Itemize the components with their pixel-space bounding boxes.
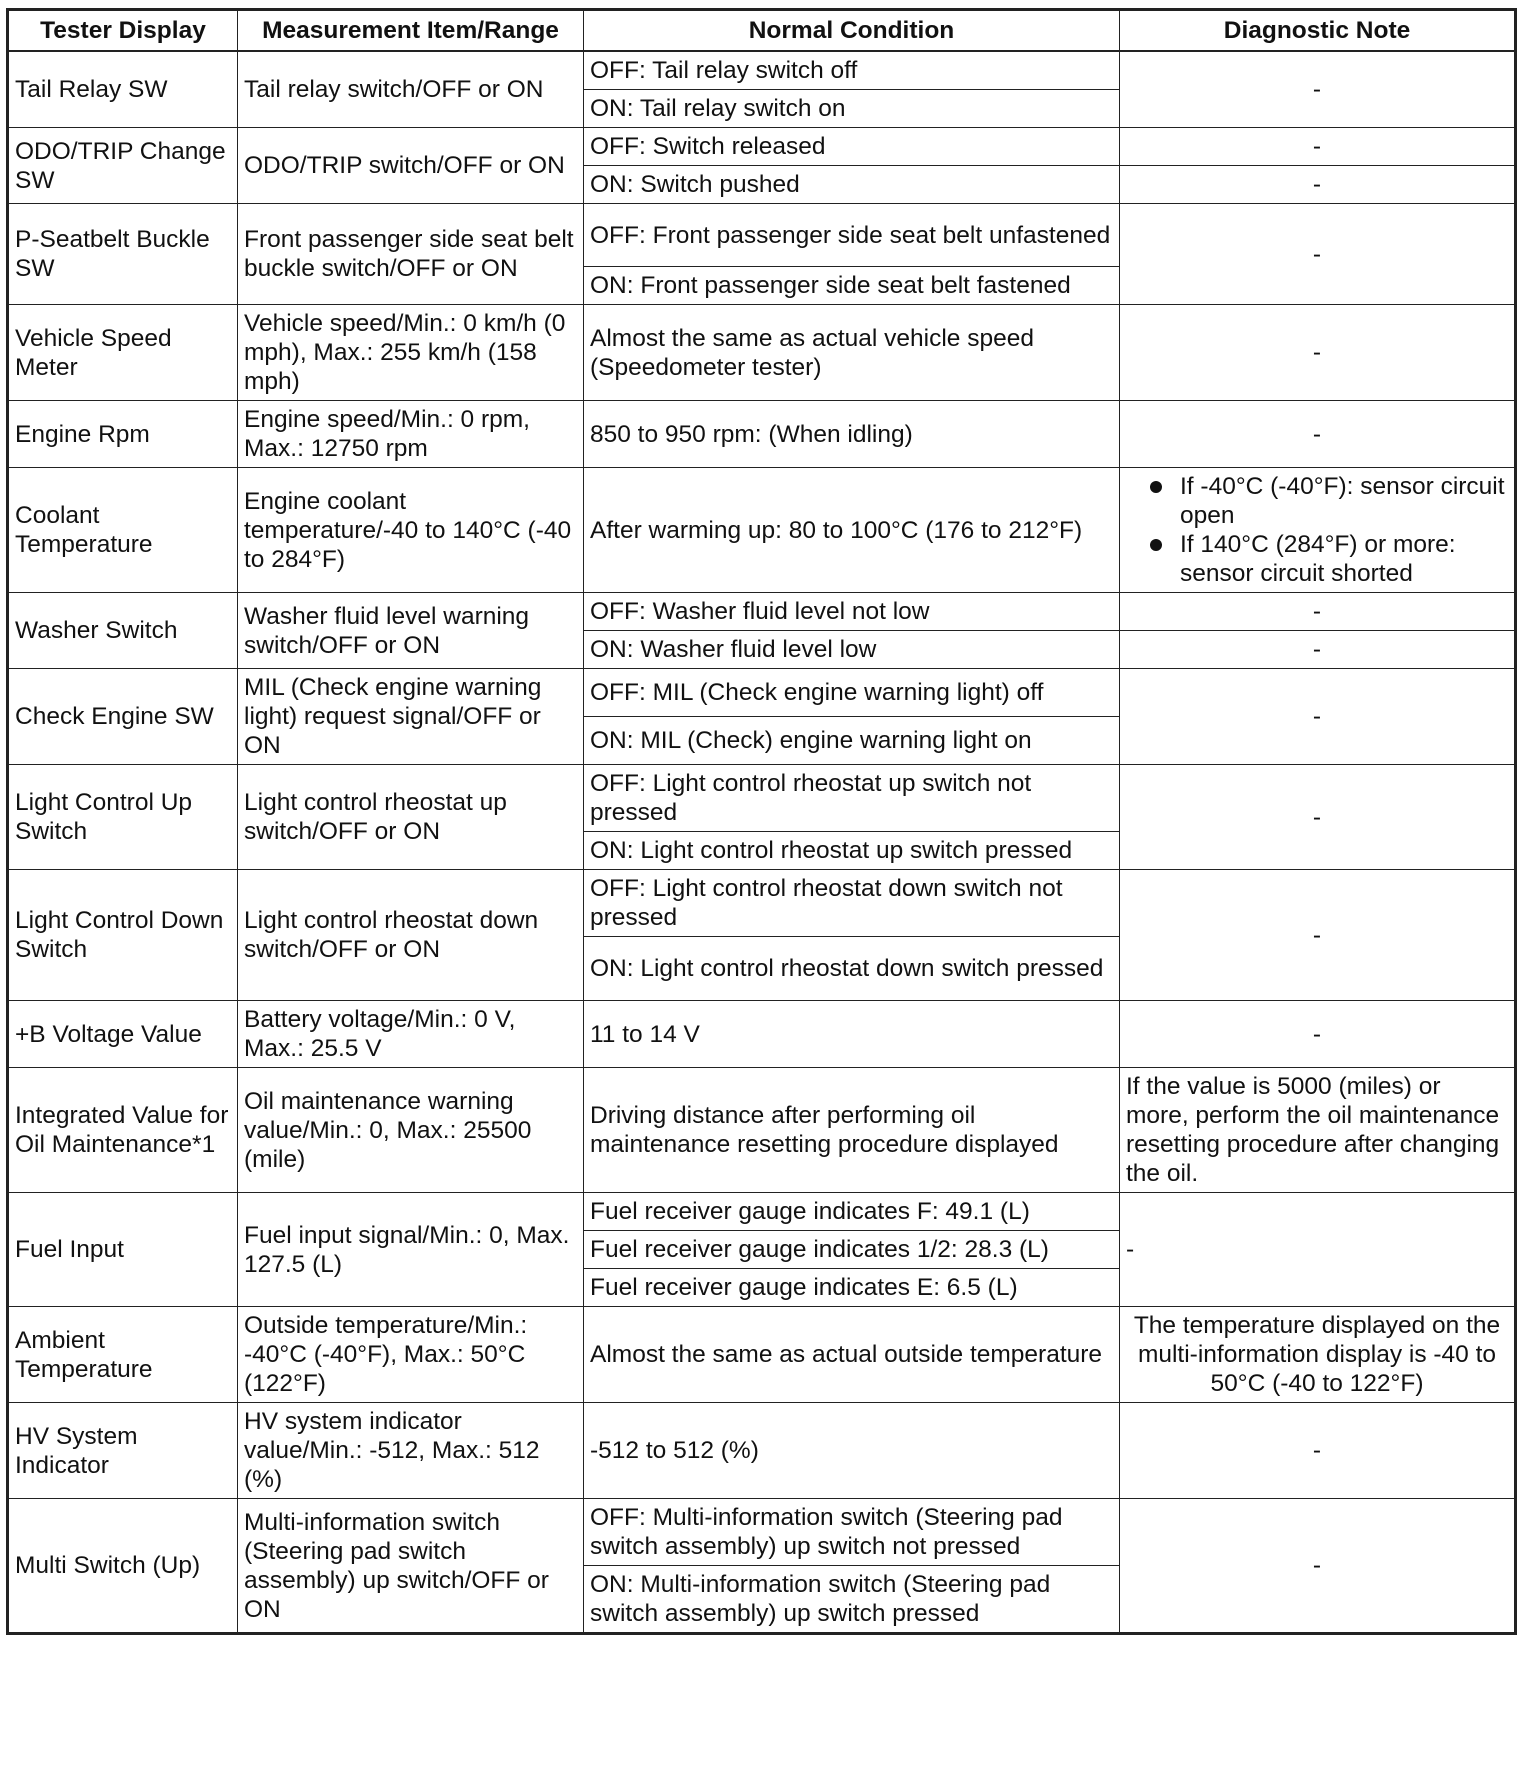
table-row	[8, 1068, 1516, 1193]
condition-cell: -512 to 512 (%)	[584, 1403, 1120, 1499]
header-normal-condition: Normal Condition	[584, 10, 1120, 52]
table-row	[8, 593, 1516, 631]
measurement-cell: Outside temperature/Min.: -40°C (-40°F), Max.: 50°C (122°F)	[238, 1307, 584, 1403]
measurement-cell: Fuel input signal/Min.: 0, Max. 127.5 (L)	[238, 1193, 584, 1307]
condition-cell: Fuel receiver gauge indicates F: 49.1 (L)	[584, 1193, 1120, 1231]
note-cell: -	[1120, 305, 1516, 401]
note-cell: -	[1120, 128, 1516, 166]
table-row	[8, 204, 1516, 267]
condition-cell: After warming up: 80 to 100°C (176 to 212°F)	[584, 468, 1120, 593]
header-tester-display: Tester Display	[8, 10, 238, 52]
table-row	[8, 128, 1516, 166]
condition-cell: OFF: Light control rheostat down switch not pressed	[584, 870, 1120, 937]
tester-display-cell: P-Seatbelt Buckle SW	[8, 204, 238, 305]
tester-display-cell: Light Control Up Switch	[8, 765, 238, 870]
condition-cell: Almost the same as actual vehicle speed (Speedometer tester)	[584, 305, 1120, 401]
tester-display-cell: Coolant Temperature	[8, 468, 238, 593]
condition-cell: OFF: Light control rheostat up switch not pressed	[584, 765, 1120, 832]
condition-cell: ON: Light control rheostat up switch pressed	[584, 832, 1120, 870]
condition-cell: OFF: Tail relay switch off	[584, 51, 1120, 90]
measurement-cell: MIL (Check engine warning light) request signal/OFF or ON	[238, 669, 584, 765]
condition-cell: Fuel receiver gauge indicates 1/2: 28.3 (L)	[584, 1231, 1120, 1269]
note-cell: -	[1120, 593, 1516, 631]
measurement-cell: Light control rheostat down switch/OFF or ON	[238, 870, 584, 1001]
measurement-cell: Vehicle speed/Min.: 0 km/h (0 mph), Max.: 255 km/h (158 mph)	[238, 305, 584, 401]
note-cell: -	[1120, 765, 1516, 870]
table-row	[8, 765, 1516, 832]
table-row	[8, 305, 1516, 401]
tester-display-cell: Tail Relay SW	[8, 51, 238, 128]
measurement-cell: Tail relay switch/OFF or ON	[238, 51, 584, 128]
condition-cell: OFF: Multi-information switch (Steering pad switch assembly) up switch not pressed	[584, 1499, 1120, 1566]
measurement-cell: Battery voltage/Min.: 0 V, Max.: 25.5 V	[238, 1001, 584, 1068]
measurement-cell: Front passenger side seat belt buckle switch/OFF or ON	[238, 204, 584, 305]
condition-cell: Driving distance after performing oil maintenance resetting procedure displayed	[584, 1068, 1120, 1193]
note-bullet-list	[1126, 472, 1508, 588]
header-diagnostic-note: Diagnostic Note	[1120, 10, 1516, 52]
condition-cell: Almost the same as actual outside temperature	[584, 1307, 1120, 1403]
data-list-table-container	[6, 8, 1514, 1635]
table-row	[8, 870, 1516, 937]
measurement-cell: HV system indicator value/Min.: -512, Max.: 512 (%)	[238, 1403, 584, 1499]
measurement-cell: Light control rheostat up switch/OFF or ON	[238, 765, 584, 870]
header-row	[8, 10, 1516, 52]
tester-display-cell: Ambient Temperature	[8, 1307, 238, 1403]
note-cell: -	[1120, 631, 1516, 669]
measurement-cell: Oil maintenance warning value/Min.: 0, Max.: 25500 (mile)	[238, 1068, 584, 1193]
tester-display-cell: ODO/TRIP Change SW	[8, 128, 238, 204]
tester-display-cell: Vehicle Speed Meter	[8, 305, 238, 401]
condition-cell: ON: Washer fluid level low	[584, 631, 1120, 669]
table-row	[8, 1307, 1516, 1403]
table-row	[8, 51, 1516, 90]
note-cell: -	[1120, 166, 1516, 204]
condition-cell: OFF: Washer fluid level not low	[584, 593, 1120, 631]
table-row	[8, 401, 1516, 468]
table-row	[8, 468, 1516, 593]
condition-cell: ON: Switch pushed	[584, 166, 1120, 204]
table-row	[8, 1193, 1516, 1231]
note-cell: -	[1120, 401, 1516, 468]
note-cell: -	[1120, 1193, 1516, 1307]
condition-cell: ON: Multi-information switch (Steering pad switch assembly) up switch pressed	[584, 1566, 1120, 1634]
note-cell: -	[1120, 1403, 1516, 1499]
table-row	[8, 1499, 1516, 1566]
measurement-cell: Engine speed/Min.: 0 rpm, Max.: 12750 rpm	[238, 401, 584, 468]
measurement-cell: Engine coolant temperature/-40 to 140°C (-40 to 284°F)	[238, 468, 584, 593]
header-measurement-item: Measurement Item/Range	[238, 10, 584, 52]
table-row	[8, 669, 1516, 717]
tester-display-cell: +B Voltage Value	[8, 1001, 238, 1068]
condition-cell: OFF: MIL (Check engine warning light) off	[584, 669, 1120, 717]
condition-cell: ON: Tail relay switch on	[584, 90, 1120, 128]
measurement-cell: ODO/TRIP switch/OFF or ON	[238, 128, 584, 204]
condition-cell: ON: MIL (Check) engine warning light on	[584, 717, 1120, 765]
table-row	[8, 1001, 1516, 1068]
tester-display-cell: Check Engine SW	[8, 669, 238, 765]
condition-cell: 11 to 14 V	[584, 1001, 1120, 1068]
note-bullet-item: If 140°C (284°F) or more: sensor circuit shorted	[1142, 530, 1508, 588]
table-row	[8, 1403, 1516, 1499]
measurement-cell: Multi-information switch (Steering pad switch assembly) up switch/OFF or ON	[238, 1499, 584, 1634]
note-cell: -	[1120, 669, 1516, 765]
note-cell: -	[1120, 870, 1516, 1001]
tester-display-cell: Washer Switch	[8, 593, 238, 669]
tester-display-cell: Fuel Input	[8, 1193, 238, 1307]
condition-cell: ON: Front passenger side seat belt fastened	[584, 267, 1120, 305]
note-cell: -	[1120, 1001, 1516, 1068]
tester-display-cell: Integrated Value for Oil Maintenance*1	[8, 1068, 238, 1193]
condition-cell: OFF: Front passenger side seat belt unfastened	[584, 204, 1120, 267]
note-cell: -	[1120, 51, 1516, 128]
note-cell: -	[1120, 1499, 1516, 1634]
note-cell: If the value is 5000 (miles) or more, perform the oil maintenance resetting procedure after changing the oil.	[1120, 1068, 1516, 1193]
condition-cell: Fuel receiver gauge indicates E: 6.5 (L)	[584, 1269, 1120, 1307]
tester-display-cell: Engine Rpm	[8, 401, 238, 468]
data-list-table	[6, 8, 1517, 1635]
condition-cell: ON: Light control rheostat down switch pressed	[584, 937, 1120, 1001]
condition-cell: OFF: Switch released	[584, 128, 1120, 166]
note-cell	[1120, 468, 1516, 593]
note-cell: The temperature displayed on the multi-information display is -40 to 50°C (-40 to 122°F)	[1120, 1307, 1516, 1403]
tester-display-cell: Light Control Down Switch	[8, 870, 238, 1001]
measurement-cell: Washer fluid level warning switch/OFF or ON	[238, 593, 584, 669]
note-cell: -	[1120, 204, 1516, 305]
tester-display-cell: HV System Indicator	[8, 1403, 238, 1499]
note-bullet-item: If -40°C (-40°F): sensor circuit open	[1142, 472, 1508, 530]
condition-cell: 850 to 950 rpm: (When idling)	[584, 401, 1120, 468]
tester-display-cell: Multi Switch (Up)	[8, 1499, 238, 1634]
